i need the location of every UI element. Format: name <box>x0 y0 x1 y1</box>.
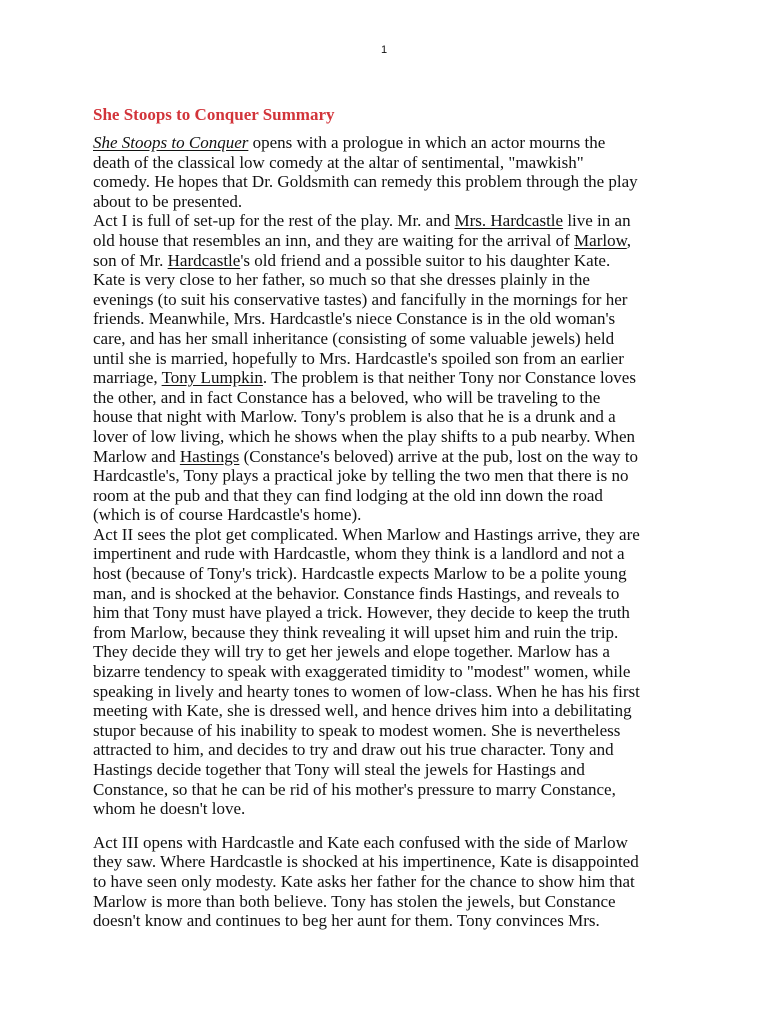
paragraph-gap <box>93 819 693 833</box>
text-run: comedy. He hopes that Dr. Goldsmith can remedy this problem through the play <box>93 172 638 192</box>
text-line <box>93 799 693 819</box>
text-line <box>93 211 693 231</box>
text-run: lover of low living, which he shows when the play shifts to a pub nearby. When <box>93 426 636 446</box>
text-run: man, and is shocked at the behavior. Constance finds Hastings, and reveals to <box>93 583 620 603</box>
text-line <box>93 368 693 388</box>
text-line <box>93 662 693 682</box>
text-line <box>93 231 693 251</box>
text-run: . The problem is that neither Tony nor Constance loves <box>262 368 636 388</box>
text-line <box>93 892 693 912</box>
text-line <box>93 564 693 584</box>
text-line <box>93 911 693 931</box>
text-run: Hastings decide together that Tony will steal the jewels for Hastings and <box>93 760 585 779</box>
text-run: the other, and in fact Constance has a beloved, who will be traveling to the <box>93 387 601 407</box>
hyperlink[interactable]: She Stoops to Conquer <box>93 133 249 152</box>
text-run: host (because of Tony's trick). Hardcastle expects Marlow to be a polite young <box>93 564 627 584</box>
text-run: attracted to him, and decides to try and draw out his true character. Tony and <box>93 740 614 760</box>
text-line <box>93 525 693 545</box>
text-run: marriage, <box>93 368 162 388</box>
paragraph <box>93 211 693 525</box>
text-line <box>93 505 693 525</box>
text-run: 's old friend and a possible suitor to his daughter Kate. <box>240 250 611 270</box>
text-run: room at the pub and that they can find lodging at the old inn down the road <box>93 485 603 505</box>
text-run: stupor because of his inability to speak to modest women. She is nevertheless <box>93 720 621 740</box>
hyperlink[interactable]: Tony Lumpkin <box>161 368 263 388</box>
text-run: old house that resembles an inn, and they are waiting for the arrival of <box>93 230 575 250</box>
text-run: care, and has her small inheritance (consisting of some valuable jewels) held <box>93 328 615 348</box>
text-line <box>93 623 693 643</box>
text-line <box>93 466 693 486</box>
text-run: live in an <box>563 211 631 231</box>
text-line <box>93 760 693 780</box>
text-line <box>93 544 693 564</box>
text-line <box>93 427 693 447</box>
text-run: Act III opens with Hardcastle and Kate each confused with the side of Marlow <box>93 832 628 852</box>
text-run: They decide they will try to get her jewels and elope together. Marlow has a <box>93 642 610 662</box>
text-line <box>93 329 693 349</box>
text-run: bizarre tendency to speak with exaggerated timidity to "modest" women, while <box>93 662 631 682</box>
hyperlink[interactable]: Marlow <box>574 230 627 250</box>
text-run: son of Mr. <box>93 250 168 270</box>
text-line <box>93 270 693 290</box>
text-run: evenings (to suit his conservative tastes) and fancifully in the mornings for her <box>93 289 628 309</box>
text-run: to have seen only modesty. Kate asks her father for the chance to show him that <box>93 871 635 891</box>
text-run: death of the classical low comedy at the altar of sentimental, "mawkish" <box>93 152 584 172</box>
text-run: (which is of course Hardcastle's home). <box>93 505 362 525</box>
text-run: meeting with Kate, she is dressed well, and hence drives him into a debilitating <box>93 701 632 721</box>
text-line <box>93 642 693 662</box>
text-run: friends. Meanwhile, Mrs. Hardcastle's niece Constance is in the old woman's <box>93 309 616 329</box>
document-title: She Stoops to Conquer Summary <box>93 105 335 124</box>
text-line <box>93 447 693 467</box>
text-run: , <box>626 230 632 250</box>
hyperlink[interactable]: Hardcastle <box>167 250 241 270</box>
text-run: Act II sees the plot get complicated. When Marlow and Hastings arrive, they are <box>93 524 640 544</box>
text-run: (Constance's beloved) arrive at the pub, lost on the way to <box>239 446 639 466</box>
text-run: doesn't know and continues to beg her aunt for them. Tony convinces Mrs. <box>93 911 600 931</box>
text-run: they saw. Where Hardcastle is shocked at his impertinence, Kate is disappointed <box>93 852 639 872</box>
hyperlink[interactable]: Hastings <box>179 446 240 466</box>
text-run: Kate is very close to her father, so much so that she dresses plainly in the <box>93 270 590 290</box>
text-run: house that night with Marlow. Tony's problem is also that he is a drunk and a <box>93 407 616 427</box>
text-run: Hardcastle's, Tony plays a practical joke by telling the two men that there is no <box>93 466 629 486</box>
text-line <box>93 872 693 892</box>
document-body <box>93 133 693 931</box>
text-run: Act I is full of set-up for the rest of the play. Mr. and <box>93 211 455 231</box>
paragraph <box>93 133 693 211</box>
paragraph <box>93 833 693 931</box>
text-run: opens with a prologue in which an actor mourns the <box>248 133 606 152</box>
text-line <box>93 192 693 212</box>
text-run: Marlow is more than both believe. Tony has stolen the jewels, but Constance <box>93 891 616 911</box>
text-line <box>93 407 693 427</box>
text-line <box>93 721 693 741</box>
text-run: him that Tony must have played a trick. However, they decide to keep the truth <box>93 603 630 623</box>
text-run: whom he doesn't love. <box>93 799 246 819</box>
text-run: until she is married, hopefully to Mrs. Hardcastle's spoiled son from an earlier <box>93 348 624 368</box>
text-run: from Marlow, because they think revealing it will upset him and ruin the trip. <box>93 622 619 642</box>
text-line <box>93 290 693 310</box>
page-number: 1 <box>380 44 388 56</box>
text-line <box>93 153 693 173</box>
text-line <box>93 740 693 760</box>
text-line <box>93 852 693 872</box>
text-line <box>93 584 693 604</box>
text-run: Constance, so that he can be rid of his mother's pressure to marry Constance, <box>93 779 616 799</box>
text-line <box>93 388 693 408</box>
text-line <box>93 133 693 153</box>
paragraph <box>93 525 693 819</box>
text-line <box>93 780 693 800</box>
text-line <box>93 486 693 506</box>
text-line <box>93 251 693 271</box>
text-line <box>93 309 693 329</box>
text-line <box>93 682 693 702</box>
text-line <box>93 701 693 721</box>
text-line <box>93 833 693 853</box>
text-line <box>93 603 693 623</box>
text-line <box>93 172 693 192</box>
text-run: speaking in lively and hearty tones to women of low-class. When he has his first <box>93 681 640 701</box>
text-line <box>93 349 693 369</box>
text-run: impertinent and rude with Hardcastle, whom they think is a landlord and not a <box>93 544 625 564</box>
hyperlink[interactable]: Mrs. Hardcastle <box>454 211 564 231</box>
text-run: Marlow and <box>93 446 180 466</box>
text-run: about to be presented. <box>93 191 243 211</box>
